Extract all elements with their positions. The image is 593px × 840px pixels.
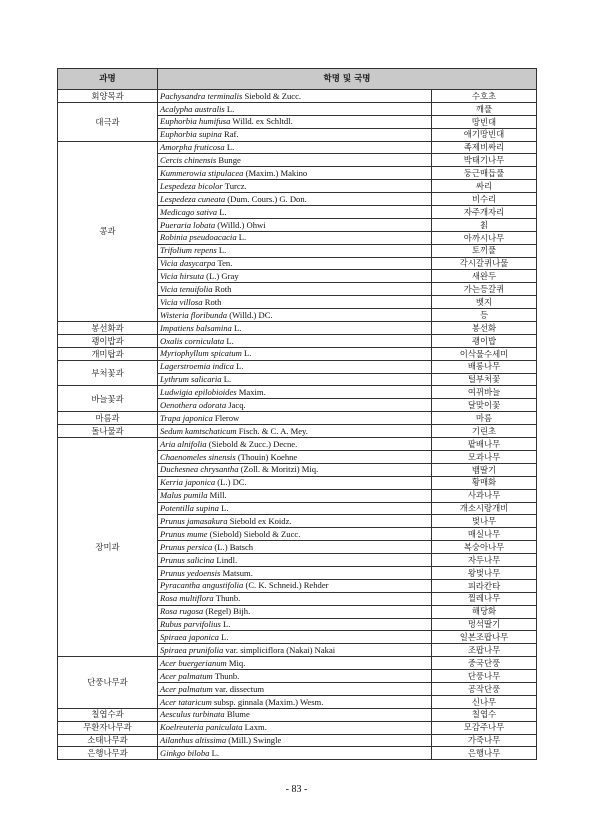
korean-name-cell: 이삭물수세미 [432, 347, 537, 360]
scientific-name-genus-species: Acalypha australis [160, 103, 225, 114]
scientific-name-cell [158, 657, 432, 670]
scientific-name-genus-species: Lagerstroemia indica [160, 361, 234, 372]
korean-name-cell: 매실나무 [432, 528, 537, 541]
header-family: 과명 [58, 69, 158, 90]
scientific-name-genus-species: Pueraria lobata [160, 219, 216, 230]
korean-name-cell: 벚나무 [432, 515, 537, 528]
scientific-name-author: (Siebold) Siebold & Zucc. [207, 528, 301, 539]
korean-name-cell: 등 [432, 309, 537, 322]
scientific-name-author: (Willd.) Ohwi [215, 219, 266, 230]
scientific-name-author: Bunge [216, 155, 241, 166]
scientific-name-cell [158, 721, 432, 734]
scientific-name-cell [158, 141, 432, 154]
scientific-name-genus-species: Acer tataricum [160, 696, 212, 707]
table-row [58, 322, 537, 335]
korean-name-cell: 털부처꽃 [432, 373, 537, 386]
korean-name-cell: 봉선화 [432, 322, 537, 335]
scientific-name-cell [158, 257, 432, 270]
scientific-name-cell [158, 206, 432, 219]
table-row [58, 360, 537, 373]
family-cell: 콩과 [58, 141, 158, 321]
scientific-name-cell [158, 554, 432, 567]
scientific-name-cell [158, 425, 432, 438]
scientific-name-genus-species: Chaenomeles sinensis [160, 451, 236, 462]
scientific-name-genus-species: Ludwigia epilobioides [160, 387, 237, 398]
family-cell: 개미탑과 [58, 347, 158, 360]
scientific-name-author: (Maxim.) Makino [243, 167, 308, 178]
scientific-name-author: (L.) Batsch [212, 541, 254, 552]
scientific-name-author: L. [217, 206, 227, 217]
korean-name-cell: 모감주나무 [432, 721, 537, 734]
scientific-name-author: Thunb. [212, 670, 240, 681]
korean-name-cell: 해당화 [432, 605, 537, 618]
scientific-name-cell [158, 283, 432, 296]
scientific-name-author: Roth [202, 296, 222, 307]
scientific-name-genus-species: Rosa multiflora [160, 593, 214, 604]
scientific-name-genus-species: Kummerowia stipulacea [160, 167, 244, 178]
scientific-name-author: Roth [212, 284, 232, 294]
scientific-name-cell [158, 450, 432, 463]
scientific-name-cell [158, 708, 432, 721]
scientific-name-author: L. [218, 632, 229, 643]
family-cell: 단풍나무과 [58, 657, 158, 709]
family-cell: 은행나무과 [58, 747, 158, 760]
scientific-name-author: Miq. [226, 657, 246, 668]
scientific-name-cell [158, 399, 432, 412]
table-row [58, 347, 537, 360]
scientific-name-genus-species: Spiraea japonica [160, 632, 219, 643]
scientific-name-cell [158, 631, 432, 644]
scientific-name-cell [158, 386, 432, 399]
korean-name-cell: 비수리 [432, 193, 537, 206]
korean-name-cell: 기린초 [432, 425, 537, 438]
scientific-name-cell [158, 309, 432, 322]
family-cell: 대극과 [58, 102, 158, 141]
scientific-name-cell [158, 528, 432, 541]
scientific-name-cell [158, 644, 432, 657]
family-cell: 마름과 [58, 412, 158, 425]
scientific-name-genus-species: Vicia hirsuta [160, 271, 205, 282]
table-row [58, 747, 537, 760]
scientific-name-genus-species: Euphorbia supina [160, 129, 222, 140]
korean-name-cell: 마름 [432, 412, 537, 425]
korean-name-cell: 복숭아나무 [432, 541, 537, 554]
korean-name-cell: 여뀌바늘 [432, 386, 537, 399]
korean-name-cell: 멍석딸기 [432, 618, 537, 631]
korean-name-cell: 찔레나무 [432, 592, 537, 605]
scientific-name-genus-species: Oenothera odorata [160, 400, 227, 411]
scientific-name-genus-species: Potentilla supina [160, 503, 219, 514]
family-cell: 회양목과 [58, 90, 158, 103]
scientific-name-genus-species: Lespedeza bicolor [160, 180, 223, 191]
korean-name-cell: 칠엽수 [432, 708, 537, 721]
scientific-name-author: Lindl. [214, 554, 238, 565]
table-row [58, 386, 537, 399]
scientific-name-cell [158, 695, 432, 708]
scientific-name-genus-species: Aria alnifolia [160, 438, 207, 449]
korean-name-cell: 둥근매듭풀 [432, 167, 537, 180]
korean-name-cell: 은행나무 [432, 747, 537, 760]
korean-name-cell: 새완두 [432, 270, 537, 283]
korean-name-cell: 토끼풀 [432, 244, 537, 257]
scientific-name-genus-species: Koelreuteria paniculata [160, 722, 243, 733]
scientific-name-genus-species: Impatiens balsamina [160, 322, 232, 333]
scientific-name-cell [158, 322, 432, 335]
scientific-name-author: Fisch. & C. A. Mey. [236, 425, 308, 436]
table-header-row [58, 69, 537, 90]
scientific-name-genus-species: Myriophyllum spicatum [160, 348, 242, 359]
table-row [58, 412, 537, 425]
scientific-name-cell [158, 154, 432, 167]
korean-name-cell: 사과나무 [432, 489, 537, 502]
scientific-name-genus-species: Ginkgo biloba [160, 748, 210, 759]
scientific-name-author: (Regel) Bijh. [203, 606, 251, 617]
scientific-name-author: L. [241, 348, 252, 359]
korean-name-cell: 자주개자리 [432, 206, 537, 219]
scientific-name-genus-species: Acer buergerianum [160, 657, 227, 668]
scientific-name-cell [158, 412, 432, 425]
table-row [58, 334, 537, 347]
korean-name-cell: 자두나무 [432, 554, 537, 567]
korean-name-cell: 애기땅빈대 [432, 128, 537, 141]
scientific-name-author: L. [224, 103, 235, 114]
species-table [57, 68, 537, 760]
scientific-name-author: (Mill.) Swingle [226, 735, 282, 746]
scientific-name-author: (Siebold & Zucc.) Decne. [206, 438, 298, 449]
header-name: 학명 및 국명 [158, 69, 537, 90]
scientific-name-genus-species: Vicia dasycarpa [160, 258, 216, 269]
scientific-name-genus-species: Acer palmatum [160, 670, 213, 681]
scientific-name-cell [158, 515, 432, 528]
korean-name-cell: 중국단풍 [432, 657, 537, 670]
table-body [58, 90, 537, 760]
scientific-name-cell [158, 670, 432, 683]
family-cell: 봉선화과 [58, 322, 158, 335]
family-cell: 부처꽃과 [58, 360, 158, 386]
scientific-name-cell [158, 180, 432, 193]
scientific-name-author: Ten. [215, 258, 233, 269]
scientific-name-cell [158, 373, 432, 386]
scientific-name-cell [158, 489, 432, 502]
scientific-name-author: Thunb. [213, 593, 241, 604]
korean-name-cell: 일본조팝나무 [432, 631, 537, 644]
table-row [58, 141, 537, 154]
korean-name-cell: 싸리 [432, 180, 537, 193]
scientific-name-genus-species: Vicia villosa [160, 296, 203, 307]
family-cell: 장미과 [58, 438, 158, 657]
scientific-name-author: L. [209, 748, 219, 759]
scientific-name-cell [158, 90, 432, 103]
korean-name-cell: 개소시랑개비 [432, 502, 537, 515]
scientific-name-cell [158, 438, 432, 451]
scientific-name-author: Blume [224, 709, 250, 720]
scientific-name-genus-species: Amorpha fruticosa [160, 142, 225, 153]
scientific-name-cell [158, 347, 432, 360]
scientific-name-author: var. simpliciflora (Nakai) Nakai [223, 644, 336, 655]
korean-name-cell: 각시갈퀴나물 [432, 257, 537, 270]
family-cell: 무환자나무과 [58, 721, 158, 734]
scientific-name-author: L. [218, 503, 229, 514]
korean-name-cell: 족제비싸리 [432, 141, 537, 154]
scientific-name-author: Willd. ex Schltdl. [230, 116, 293, 127]
scientific-name-cell [158, 592, 432, 605]
scientific-name-genus-species: Oxalis corniculata [160, 335, 225, 346]
scientific-name-author: var. dissectum [212, 683, 265, 694]
korean-name-cell: 수호초 [432, 90, 537, 103]
scientific-name-genus-species: Euphorbia humifusa [160, 116, 231, 127]
korean-name-cell: 황매화 [432, 476, 537, 489]
scientific-name-genus-species: Lespedeza cuneata [160, 193, 226, 204]
scientific-name-cell [158, 244, 432, 257]
scientific-name-genus-species: Prunus salicina [160, 554, 215, 565]
scientific-name-genus-species: Medicago sativa [160, 206, 218, 217]
scientific-name-author: Maxim. [236, 387, 266, 398]
scientific-name-cell [158, 682, 432, 695]
scientific-name-cell [158, 102, 432, 115]
scientific-name-genus-species: Prunus persica [160, 541, 213, 552]
scientific-name-author: Siebold & Zucc. [242, 90, 302, 101]
korean-name-cell: 박태기나무 [432, 154, 537, 167]
korean-name-cell: 피라칸타 [432, 579, 537, 592]
table-row [58, 708, 537, 721]
scientific-name-author: Siebold ex Koidz. [227, 516, 292, 527]
scientific-name-author: (Willd.) DC. [227, 309, 273, 320]
scientific-name-genus-species: Prunus yedoensis [160, 567, 221, 578]
scientific-name-genus-species: Lythrum salicaria [160, 374, 222, 385]
scientific-name-cell [158, 579, 432, 592]
table-row [58, 438, 537, 451]
scientific-name-author: (Zoll. & Moritzi) Miq. [238, 464, 319, 475]
scientific-name-cell [158, 360, 432, 373]
table-row [58, 425, 537, 438]
scientific-name-author: L. [220, 619, 231, 630]
scientific-name-genus-species: Acer palmatum [160, 683, 213, 694]
korean-name-cell: 가죽나무 [432, 734, 537, 747]
scientific-name-cell [158, 747, 432, 760]
table-row [58, 721, 537, 734]
scientific-name-genus-species: Robinia pseudoacacia [160, 232, 237, 243]
korean-name-cell: 뱀딸기 [432, 463, 537, 476]
family-cell: 돌나물과 [58, 425, 158, 438]
scientific-name-cell [158, 618, 432, 631]
scientific-name-cell [158, 296, 432, 309]
scientific-name-cell [158, 193, 432, 206]
scientific-name-cell [158, 605, 432, 618]
scientific-name-author: Jacq. [226, 400, 246, 411]
scientific-name-genus-species: Ailanthus altissima [160, 735, 227, 746]
scientific-name-cell [158, 115, 432, 128]
korean-name-cell: 괭이밥 [432, 334, 537, 347]
scientific-name-cell [158, 231, 432, 244]
table-row [58, 734, 537, 747]
scientific-name-author: (Thouin) Koehne [235, 451, 298, 462]
family-cell: 칠엽수과 [58, 708, 158, 721]
scientific-name-cell [158, 734, 432, 747]
scientific-name-genus-species: Rosa rugosa [160, 606, 204, 617]
scientific-name-genus-species: Kerria japonica [160, 477, 216, 488]
scientific-name-genus-species: Sedum kamtschaticum [160, 425, 237, 436]
scientific-name-author: L. [236, 232, 247, 243]
scientific-name-author: (C. K. Schneid.) Rehder [243, 580, 329, 591]
scientific-name-author: Laxm. [242, 722, 267, 733]
scientific-name-author: (L.) DC. [215, 477, 247, 488]
korean-name-cell: 왕벚나무 [432, 566, 537, 579]
scientific-name-author: Mill. [207, 490, 227, 501]
scientific-name-cell [158, 270, 432, 283]
scientific-name-author: Matsum. [220, 567, 253, 578]
scientific-name-author: L. [233, 361, 244, 372]
scientific-name-author: Turcz. [222, 180, 247, 191]
scientific-name-genus-species: Trifolium repens [160, 245, 217, 256]
scientific-name-author: Raf. [221, 129, 239, 140]
scientific-name-genus-species: Vicia tenuifolia [160, 284, 213, 294]
korean-name-cell: 공작단풍 [432, 682, 537, 695]
table-row [58, 90, 537, 103]
scientific-name-author: subsp. ginnala (Maxim.) Wesm. [211, 696, 324, 707]
scientific-name-author: Flerow [212, 412, 240, 423]
family-cell: 괭이밥과 [58, 334, 158, 347]
scientific-name-cell [158, 502, 432, 515]
korean-name-cell: 땅빈대 [432, 115, 537, 128]
scientific-name-genus-species: Duchesnea chrysantha [160, 464, 239, 475]
scientific-name-genus-species: Pachysandra terminalis [160, 90, 243, 101]
page-number: - 83 - [285, 784, 308, 795]
scientific-name-cell [158, 541, 432, 554]
scientific-name-genus-species: Trapa japonica [160, 412, 213, 423]
scientific-name-cell [158, 476, 432, 489]
korean-name-cell: 달맞이꽃 [432, 399, 537, 412]
scientific-name-cell [158, 128, 432, 141]
korean-name-cell: 팥배나무 [432, 438, 537, 451]
scientific-name-genus-species: Spiraea prunifolia [160, 644, 224, 655]
scientific-name-author: (L.) Gray [204, 271, 239, 282]
scientific-name-author: L. [216, 245, 227, 256]
korean-name-cell: 단풍나무 [432, 670, 537, 683]
korean-name-cell: 아까시나무 [432, 231, 537, 244]
korean-name-cell: 신나무 [432, 695, 537, 708]
scientific-name-genus-species: Malus pumila [160, 490, 208, 501]
korean-name-cell: 조팝나무 [432, 644, 537, 657]
scientific-name-author: L. [224, 142, 235, 153]
scientific-name-cell [158, 218, 432, 231]
scientific-name-author: L. [224, 335, 234, 346]
scientific-name-cell [158, 334, 432, 347]
korean-name-cell: 가는등갈퀴 [432, 283, 537, 296]
scientific-name-cell [158, 566, 432, 579]
family-cell: 소태나무과 [58, 734, 158, 747]
family-cell: 바늘꽃과 [58, 386, 158, 412]
scientific-name-author: L. [231, 322, 242, 333]
scientific-name-genus-species: Rubus parvifolius [160, 619, 221, 630]
scientific-name-genus-species: Aesculus turbinata [160, 709, 225, 720]
scientific-name-cell [158, 167, 432, 180]
scientific-name-author: (Dum. Cours.) G. Don. [225, 193, 307, 204]
scientific-name-genus-species: Pyracantha angustifolia [160, 580, 244, 591]
table-row [58, 102, 537, 115]
scientific-name-cell [158, 463, 432, 476]
korean-name-cell: 벳지 [432, 296, 537, 309]
korean-name-cell: 깨풀 [432, 102, 537, 115]
scientific-name-genus-species: Wisteria floribunda [160, 309, 228, 320]
scientific-name-genus-species: Prunus jamasakura [160, 516, 228, 527]
scientific-name-genus-species: Cercis chinensis [160, 155, 217, 166]
table-row [58, 657, 537, 670]
scientific-name-author: L. [221, 374, 232, 385]
korean-name-cell: 모과나무 [432, 450, 537, 463]
korean-name-cell: 배롱나무 [432, 360, 537, 373]
scientific-name-genus-species: Prunus mume [160, 528, 208, 539]
korean-name-cell: 칡 [432, 218, 537, 231]
